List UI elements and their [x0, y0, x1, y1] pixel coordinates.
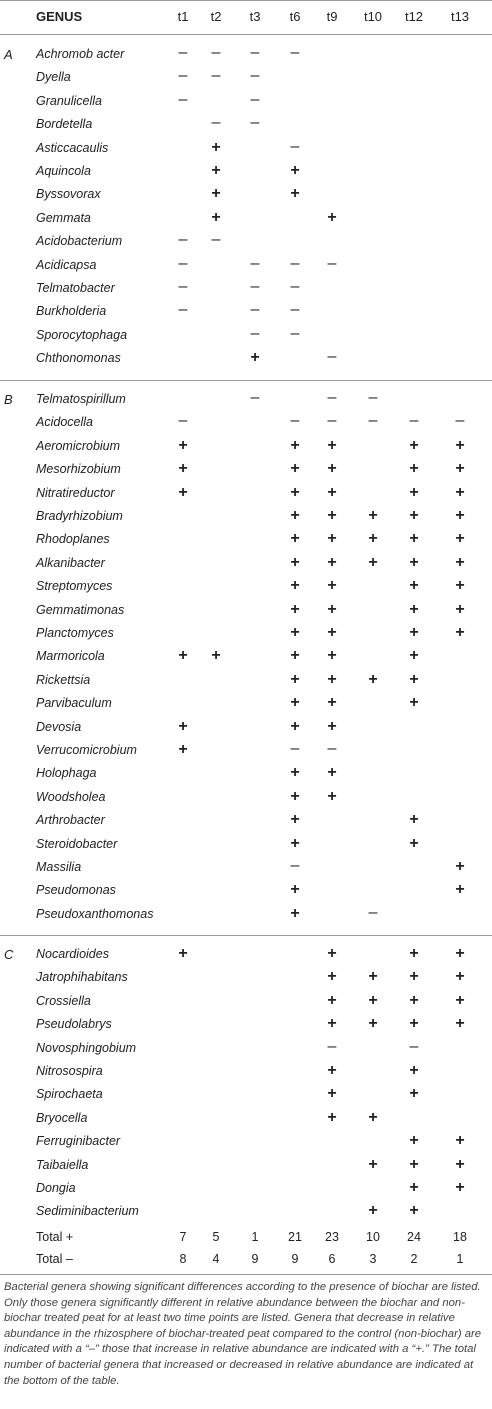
increase-mark: +	[455, 1132, 465, 1150]
genus-name: Dongia	[36, 1181, 76, 1195]
table-row	[0, 970, 492, 993]
increase-mark: +	[409, 968, 419, 986]
decrease-mark: –	[250, 114, 260, 132]
total-value: 9	[251, 1252, 259, 1266]
genus-name: Massilia	[36, 860, 82, 874]
table-row	[0, 1134, 492, 1157]
total-value: 4	[212, 1252, 220, 1266]
decrease-mark: –	[250, 44, 260, 61]
increase-mark: +	[409, 1062, 419, 1079]
genus-name: Bryocella	[36, 1110, 88, 1125]
decrease-mark: –	[409, 412, 419, 430]
table-row	[0, 579, 492, 602]
section-label: A	[4, 47, 13, 62]
genus-name: Devosia	[36, 719, 82, 734]
genus-name: Acidicapsa	[36, 257, 97, 272]
total-value: 18	[453, 1230, 467, 1244]
increase-mark: +	[211, 647, 221, 665]
increase-mark: +	[327, 945, 337, 962]
section-rule	[0, 380, 492, 381]
increase-mark: +	[327, 670, 337, 688]
genus-column-header: GENUS	[36, 9, 83, 24]
increase-mark: +	[409, 670, 419, 688]
increase-mark: +	[368, 991, 378, 1009]
total-value: 3	[369, 1252, 377, 1266]
increase-mark: +	[290, 436, 300, 454]
increase-mark: +	[409, 945, 419, 962]
increase-mark: +	[290, 530, 300, 548]
genus-name: Novosphingobium	[36, 1040, 137, 1055]
decrease-mark: –	[368, 412, 378, 430]
table-row	[0, 114, 492, 140]
genus-name: Jatrophihabitans	[36, 970, 128, 985]
table-row	[0, 903, 492, 930]
genus-name: Arthrobacter	[36, 813, 105, 828]
decrease-mark: –	[290, 301, 300, 319]
genus-name: Burkholderia	[36, 304, 107, 319]
increase-mark: +	[455, 1015, 465, 1033]
genus-name: Sediminibacterium	[36, 1204, 139, 1219]
increase-mark: +	[409, 694, 419, 712]
increase-mark: +	[327, 436, 337, 454]
genus-name: Streptomyces	[36, 579, 113, 594]
genus-name: Gemmatimonas	[36, 602, 125, 617]
genus-name: Byssovorax	[36, 187, 101, 202]
table-row	[0, 412, 492, 438]
decrease-mark: –	[368, 389, 378, 406]
increase-mark: +	[455, 991, 465, 1009]
table-row	[0, 532, 492, 555]
decrease-mark: –	[290, 278, 300, 295]
total-value: 1	[251, 1230, 259, 1244]
decrease-mark: –	[250, 301, 260, 319]
column-header-t3: t3	[249, 9, 261, 24]
genus-name: Sporocytophaga	[36, 327, 128, 342]
increase-mark: +	[327, 530, 337, 548]
increase-mark: +	[290, 460, 300, 478]
decrease-mark: –	[327, 254, 337, 272]
increase-mark: +	[327, 1062, 337, 1079]
genus-name: Bradyrhizobium	[36, 509, 123, 523]
increase-mark: +	[368, 670, 378, 688]
increase-mark: +	[455, 968, 465, 986]
increase-mark: +	[409, 530, 419, 548]
table-row	[0, 324, 492, 351]
increase-mark: +	[409, 1202, 419, 1220]
increase-mark: +	[409, 483, 419, 501]
increase-mark: +	[455, 483, 465, 501]
increase-mark: +	[290, 624, 300, 641]
genus-name: Crossiella	[36, 993, 91, 1008]
table-row	[0, 1155, 492, 1181]
genus-name: Rhodoplanes	[36, 532, 110, 547]
genus-name: Spirochaeta	[36, 1087, 103, 1102]
increase-mark: +	[327, 787, 337, 805]
genus-name: Steroidobacter	[36, 836, 118, 851]
increase-mark: +	[368, 968, 378, 986]
table-row	[0, 1204, 492, 1227]
header-rule	[0, 34, 492, 35]
decrease-mark: –	[290, 324, 300, 342]
decrease-mark: –	[327, 740, 337, 757]
increase-mark: +	[368, 553, 378, 571]
increase-mark: +	[327, 647, 337, 665]
decrease-mark: –	[290, 254, 300, 272]
genus-name: Granulicella	[36, 93, 103, 108]
column-header-t2: t2	[210, 9, 222, 24]
increase-mark: +	[409, 834, 419, 852]
increase-mark: +	[455, 436, 465, 454]
increase-mark: +	[327, 1085, 337, 1103]
genus-name: Aeromicrobium	[36, 438, 121, 453]
increase-mark: +	[368, 1202, 378, 1220]
genus-name: Bordetella	[36, 117, 93, 132]
decrease-mark: –	[250, 67, 260, 85]
decrease-mark: –	[455, 412, 465, 430]
table-row	[0, 187, 492, 210]
section-rule	[0, 935, 492, 936]
total-label: Total +	[36, 1230, 74, 1244]
table-row	[0, 164, 492, 187]
genus-name: Pseudomonas	[36, 883, 116, 898]
decrease-mark: –	[327, 1037, 337, 1055]
column-header-t10: t10	[363, 9, 383, 24]
total-label: Total –	[36, 1252, 73, 1266]
genus-name: Pseudolabrys	[36, 1017, 112, 1032]
decrease-mark: –	[178, 254, 188, 272]
increase-mark: +	[211, 185, 221, 203]
table-row	[0, 813, 492, 836]
table-row	[0, 137, 492, 164]
table-row	[0, 649, 492, 672]
genus-name: Holophaga	[36, 766, 97, 781]
increase-mark: +	[178, 945, 188, 962]
decrease-mark: –	[368, 903, 378, 921]
increase-mark: +	[327, 553, 337, 571]
decrease-mark: –	[250, 90, 260, 108]
increase-mark: +	[290, 694, 300, 712]
increase-mark: +	[409, 553, 419, 571]
increase-mark: +	[211, 162, 221, 179]
table-row	[0, 509, 492, 532]
increase-mark: +	[178, 717, 188, 735]
increase-mark: +	[290, 483, 300, 501]
increase-mark: +	[327, 624, 337, 641]
decrease-mark: –	[211, 114, 221, 132]
increase-mark: +	[455, 553, 465, 571]
total-value: 6	[328, 1252, 336, 1266]
section-label: B	[4, 392, 13, 407]
increase-mark: +	[455, 507, 465, 524]
genus-name: Acidocella	[36, 415, 93, 430]
table-row	[0, 600, 492, 626]
increase-mark: +	[368, 530, 378, 548]
total-value: 1	[456, 1252, 464, 1266]
genus-name: Telmatobacter	[36, 281, 115, 295]
increase-mark: +	[178, 436, 188, 454]
increase-mark: +	[455, 1179, 465, 1196]
decrease-mark: –	[250, 389, 260, 406]
decrease-mark: –	[327, 348, 337, 366]
increase-mark: +	[327, 1015, 337, 1033]
increase-mark: +	[250, 349, 260, 367]
increase-mark: +	[409, 1085, 419, 1103]
table-row	[0, 626, 492, 649]
increase-mark: +	[327, 764, 337, 782]
increase-mark: +	[368, 1015, 378, 1033]
decrease-mark: –	[178, 278, 188, 295]
table-row	[0, 1181, 492, 1204]
genus-name: Dyella	[36, 70, 71, 85]
table-top-rule	[0, 0, 492, 1]
decrease-mark: –	[327, 412, 337, 430]
table-row	[0, 348, 492, 374]
increase-mark: +	[290, 577, 300, 595]
increase-mark: +	[290, 162, 300, 179]
increase-mark: +	[290, 904, 300, 922]
increase-mark: +	[290, 811, 300, 829]
column-header-t1: t1	[177, 9, 189, 24]
increase-mark: +	[409, 1132, 419, 1150]
genus-name: Gemmata	[36, 210, 91, 225]
increase-mark: +	[455, 600, 465, 618]
decrease-mark: –	[178, 231, 188, 249]
total-row	[0, 1252, 492, 1275]
increase-mark: +	[290, 670, 300, 688]
genus-name: Marmoricola	[36, 649, 105, 664]
increase-mark: +	[327, 1108, 337, 1126]
decrease-mark: –	[250, 278, 260, 295]
table-row	[0, 740, 492, 766]
total-value: 2	[410, 1252, 418, 1266]
total-value: 9	[291, 1252, 299, 1266]
decrease-mark: –	[290, 740, 300, 757]
increase-mark: +	[211, 138, 221, 156]
increase-mark: +	[327, 694, 337, 712]
increase-mark: +	[368, 1155, 378, 1173]
table-row	[0, 883, 492, 906]
table-row	[0, 834, 492, 860]
decrease-mark: –	[409, 1037, 419, 1055]
increase-mark: +	[455, 858, 465, 875]
decrease-mark: –	[327, 389, 337, 406]
table-row	[0, 483, 492, 509]
increase-mark: +	[290, 507, 300, 524]
increase-mark: +	[455, 945, 465, 962]
decrease-mark: –	[290, 137, 300, 155]
genus-name: Alkanibacter	[36, 555, 105, 570]
decrease-mark: –	[178, 67, 188, 85]
table-row	[0, 991, 492, 1017]
increase-mark: +	[327, 460, 337, 478]
decrease-mark: –	[211, 231, 221, 249]
decrease-mark: –	[290, 857, 300, 874]
genus-name: Nitratireductor	[36, 485, 115, 500]
table-row	[0, 1064, 492, 1087]
genus-name: Pseudoxanthomonas	[36, 906, 154, 921]
table-row	[0, 462, 492, 485]
increase-mark: +	[178, 483, 188, 501]
table-row	[0, 208, 492, 234]
table-row	[0, 553, 492, 579]
table-row	[0, 436, 492, 462]
increase-mark: +	[409, 436, 419, 454]
genus-name: Asticcacaulis	[36, 140, 109, 155]
increase-mark: +	[409, 991, 419, 1009]
table-row	[0, 696, 492, 719]
increase-mark: +	[368, 1108, 378, 1126]
decrease-mark: –	[250, 324, 260, 342]
increase-mark: +	[178, 741, 188, 758]
total-value: 7	[179, 1230, 187, 1244]
column-header-t13: t13	[450, 9, 470, 24]
increase-mark: +	[327, 991, 337, 1009]
genus-name: Nocardioides	[36, 947, 109, 961]
table-row	[0, 947, 492, 970]
genus-name: Rickettsia	[36, 672, 91, 687]
increase-mark: +	[290, 185, 300, 203]
total-value: 8	[179, 1252, 187, 1266]
decrease-mark: –	[290, 44, 300, 61]
decrease-mark: –	[211, 67, 221, 85]
increase-mark: +	[409, 460, 419, 478]
table-row	[0, 766, 492, 789]
increase-mark: +	[409, 647, 419, 665]
genus-name: Planctomyces	[36, 626, 114, 640]
increase-mark: +	[327, 483, 337, 501]
increase-mark: +	[327, 717, 337, 735]
genus-name: Parvibaculum	[36, 696, 112, 711]
genus-name: Taibaiella	[36, 1157, 89, 1172]
increase-mark: +	[409, 1179, 419, 1196]
increase-mark: +	[327, 577, 337, 595]
total-value: 24	[407, 1230, 421, 1244]
increase-mark: +	[368, 507, 378, 524]
increase-mark: +	[409, 507, 419, 524]
increase-mark: +	[327, 208, 337, 226]
total-value: 5	[212, 1230, 220, 1244]
column-header-t12: t12	[404, 9, 424, 24]
increase-mark: +	[290, 553, 300, 571]
increase-mark: +	[290, 834, 300, 852]
table-row	[0, 857, 492, 883]
increase-mark: +	[290, 600, 300, 618]
total-value: 21	[288, 1230, 302, 1244]
increase-mark: +	[409, 1155, 419, 1173]
decrease-mark: –	[290, 412, 300, 430]
table-bottom-rule	[0, 1274, 492, 1275]
increase-mark: +	[178, 647, 188, 665]
genus-name: Ferruginibacter	[36, 1134, 121, 1149]
increase-mark: +	[455, 530, 465, 548]
genus-name: Mesorhizobium	[36, 462, 121, 477]
increase-mark: +	[290, 717, 300, 735]
total-value: 23	[325, 1230, 339, 1244]
increase-mark: +	[290, 881, 300, 899]
total-value: 10	[366, 1230, 380, 1244]
increase-mark: +	[455, 881, 465, 899]
increase-mark: +	[409, 600, 419, 618]
table-row	[0, 670, 492, 696]
increase-mark: +	[327, 968, 337, 986]
increase-mark: +	[211, 208, 221, 226]
section-label: C	[4, 947, 14, 962]
increase-mark: +	[327, 507, 337, 524]
genus-name: Achromob acter	[36, 47, 125, 61]
total-row	[0, 1230, 492, 1253]
table-footnote: Bacterial genera showing significant differences according to the presence of biochar are listed. Only those genera significantly different in relative abundance between the biochar and non-biochar treated peat for at least two time points are listed. Genera that decrease in relative abundance in the rhizosphere of biochar-treated peat compared to the control (non-biochar) are indicated with a “–” those that increase in relative abundance are indicated with a “+.” The total number of bacterial genera that increased or decreased in relative abundance are indicated at the bottom of the table.	[4, 1281, 482, 1387]
increase-mark: +	[290, 647, 300, 665]
genus-name: Nitrosospira	[36, 1064, 103, 1078]
decrease-mark: –	[211, 44, 221, 61]
increase-mark: +	[455, 460, 465, 478]
increase-mark: +	[409, 811, 419, 829]
decrease-mark: –	[178, 44, 188, 61]
increase-mark: +	[290, 764, 300, 782]
column-header-t9: t9	[326, 9, 338, 24]
increase-mark: +	[409, 1015, 419, 1033]
increase-mark: +	[455, 577, 465, 595]
increase-mark: +	[178, 460, 188, 478]
decrease-mark: –	[178, 412, 188, 430]
table-row	[0, 717, 492, 743]
genus-name: Acidobacterium	[36, 234, 123, 249]
table-row	[0, 1108, 492, 1134]
column-header-t6: t6	[289, 9, 301, 24]
decrease-mark: –	[250, 254, 260, 272]
genus-name: Telmatospirillum	[36, 392, 126, 406]
decrease-mark: –	[178, 301, 188, 319]
genus-name: Woodsholea	[36, 789, 106, 804]
increase-mark: +	[409, 577, 419, 595]
genus-name: Chthonomonas	[36, 351, 121, 366]
genus-name: Aquincola	[36, 164, 91, 178]
increase-mark: +	[455, 1155, 465, 1173]
increase-mark: +	[455, 624, 465, 641]
table-row	[0, 787, 492, 813]
genus-name: Verrucomicrobium	[36, 743, 137, 757]
increase-mark: +	[409, 624, 419, 641]
table-row	[0, 1087, 492, 1110]
increase-mark: +	[327, 600, 337, 618]
table-row	[0, 1037, 492, 1064]
decrease-mark: –	[178, 90, 188, 108]
increase-mark: +	[290, 787, 300, 805]
